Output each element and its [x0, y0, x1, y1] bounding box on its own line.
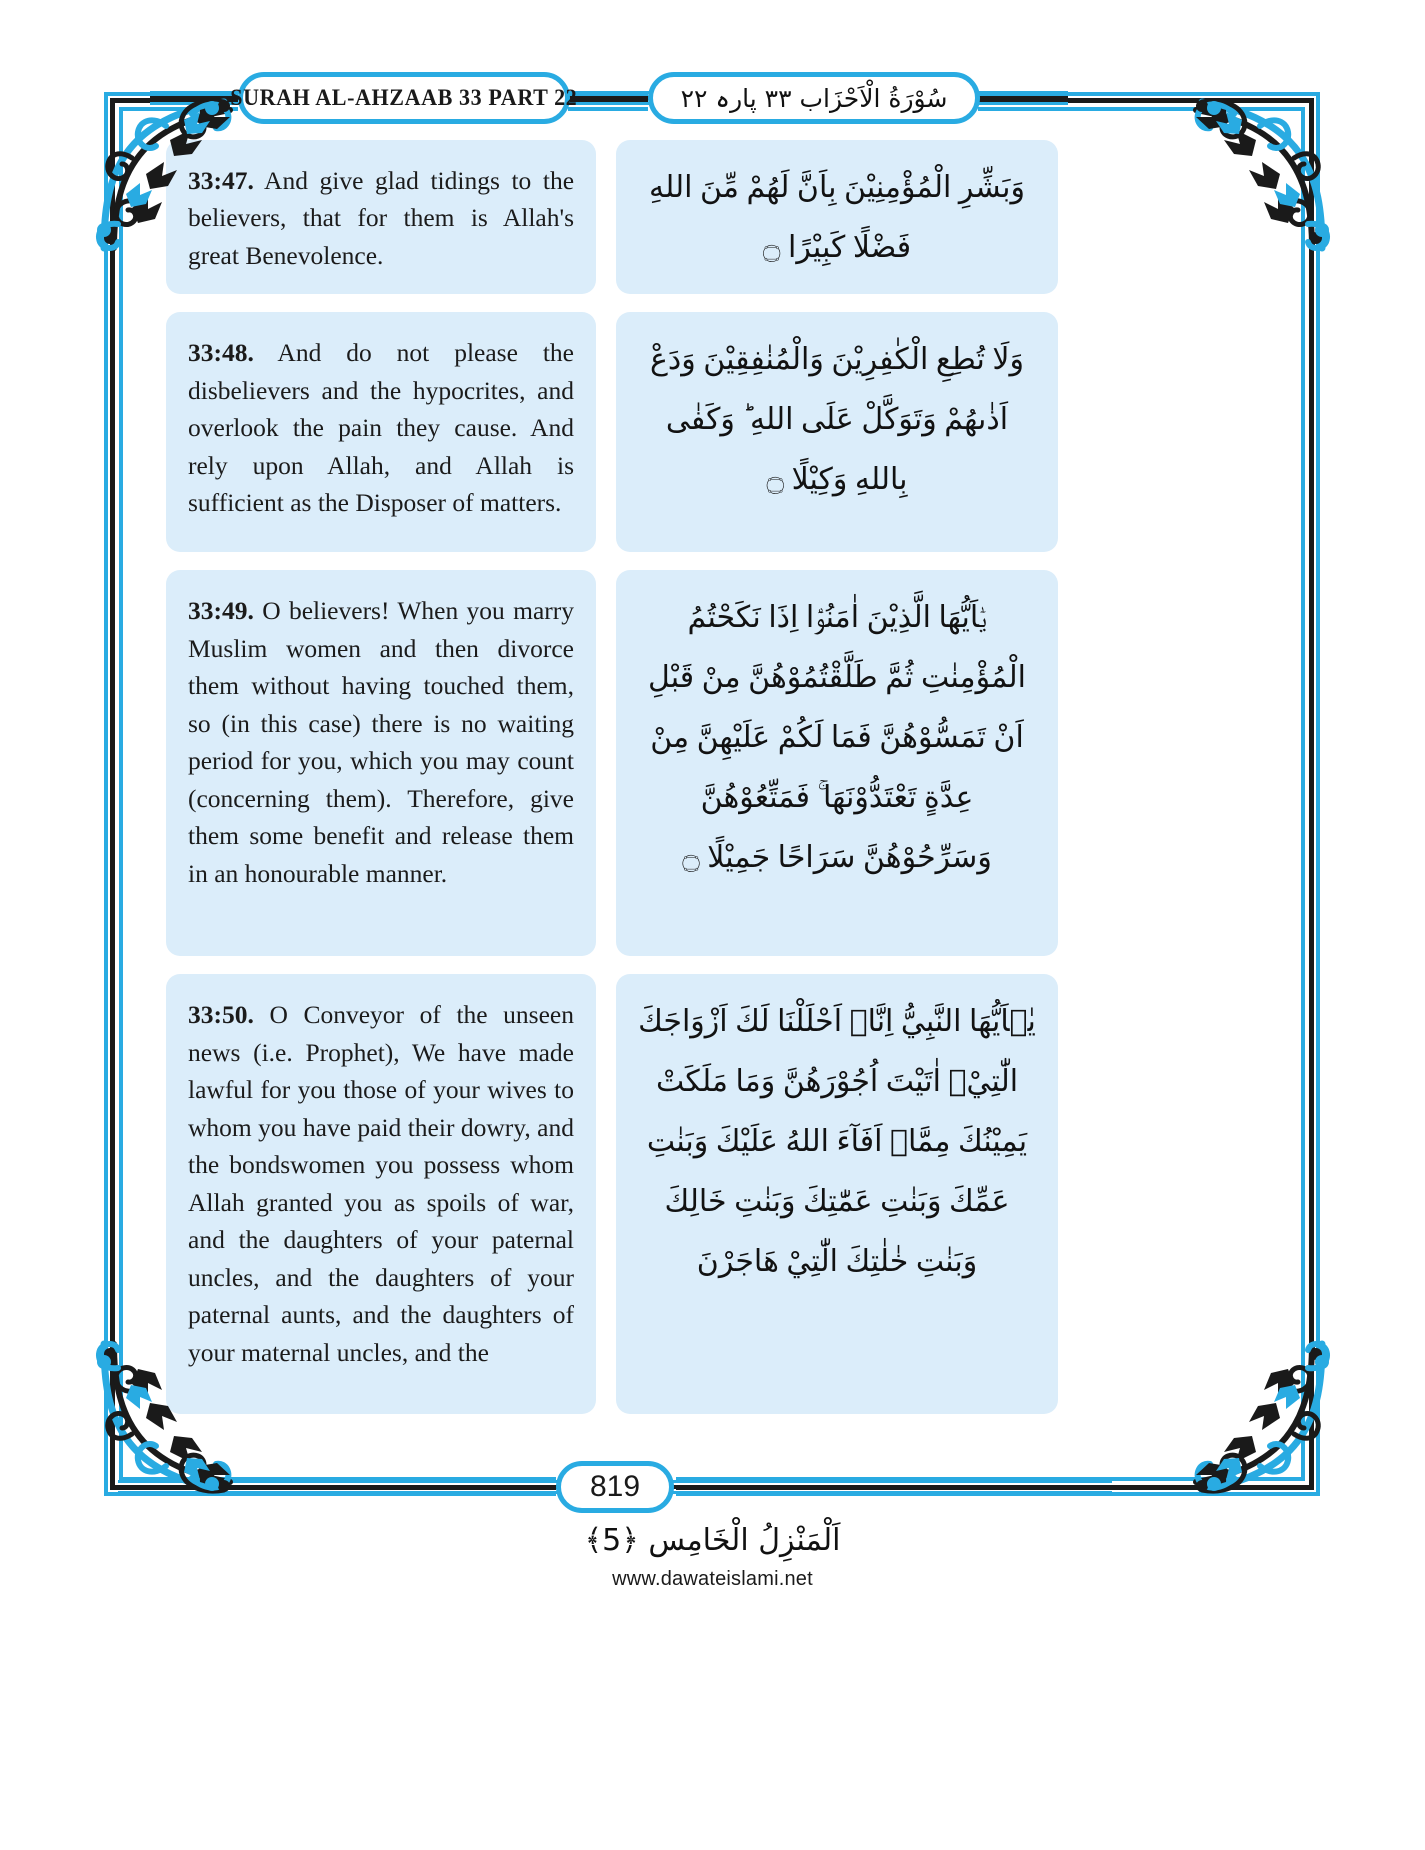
- page-number: 819: [589, 1470, 641, 1503]
- surah-title-arabic: سُوْرَةُ الْاَحْزَاب ٣٣ پارہ ٢٢: [680, 83, 948, 113]
- surah-title-pill-english: [230, 72, 578, 124]
- footer-rule-right: [670, 1480, 1112, 1494]
- verse-translation-text: And give glad tidings to the believers, that for them is Allah's great Benevolence.: [188, 166, 575, 270]
- verse-arabic-cell: يٰۤاَيُّهَا النَّبِيُّ اِنَّاۤ اَحْلَلْنَا لَكَ اَزْوَاجَكَ الّٰتِيْۤ اٰتَيْتَ اُجُوْرَهُنَّ وَمَا مَلَكَتْ يَمِيْنُكَ مِمَّاۤ اَفَآءَ اللهُ عَلَيْكَ وَبَنٰتِ عَمِّكَ وَبَنٰتِ عَمّٰتِكَ وَبَنٰتِ خَالِكَ وَبَنٰتِ خٰلٰتِكَ الّٰتِيْ هَاجَرْنَ: [616, 974, 1058, 1414]
- verse-translation-cell: [166, 570, 596, 956]
- verse-row: [166, 312, 1258, 552]
- verse-arabic-cell: وَلَا تُطِعِ الْكٰفِرِيْنَ وَالْمُنٰفِقِيْنَ وَدَعْ اَذٰىهُمْ وَتَوَكَّلْ عَلَى اللهِ ؕ وَكَفٰى بِاللهِ وَكِيْلًا ۝: [616, 312, 1058, 552]
- verse-translation-text: And do not please the disbelievers and the hypocrites, and overlook the pain they cause. And rely upon Allah, and Allah is sufficient as the Disposer of matters.: [188, 338, 574, 518]
- verse-list: [166, 140, 1258, 1450]
- verse-arabic-cell: يٰۤاَيُّهَا الَّذِيْنَ اٰمَنُوْۤا اِذَا نَكَحْتُمُ الْمُؤْمِنٰتِ ثُمَّ طَلَّقْتُمُوْهُنَّ مِنْ قَبْلِ اَنْ تَمَسُّوْهُنَّ فَمَا لَكُمْ عَلَيْهِنَّ مِنْ عِدَّةٍ تَعْتَدُّوْنَهَا ۚ فَمَتِّعُوْهُنَّ وَسَرِّحُوْهُنَّ سَرَاحًا جَمِيْلًا ۝: [616, 570, 1058, 956]
- surah-title-pill-arabic: [648, 72, 980, 124]
- verse-arabic-cell: وَبَشِّرِ الْمُؤْمِنِيْنَ بِاَنَّ لَهُمْ مِّنَ اللهِ فَضْلًا كَبِيْرًا ۝: [616, 140, 1058, 294]
- footer-rule-left: [118, 1480, 560, 1494]
- verse-translation-cell: [166, 312, 596, 552]
- verse-translation-cell: [166, 974, 596, 1414]
- verse-number: 33:47.: [188, 166, 254, 195]
- footer-caption: [0, 1521, 1425, 1591]
- verse-row: [166, 974, 1258, 1414]
- verse-translation-cell: [166, 140, 596, 294]
- surah-title-english: SURAH AL-AHZAAB 33 PART 22: [230, 85, 578, 110]
- header-rule-middle: [566, 91, 652, 105]
- verse-number: 33:49.: [188, 596, 254, 626]
- verse-number: 33:48.: [188, 338, 254, 368]
- page-number-pill: [556, 1461, 674, 1513]
- header-rule-left: [150, 91, 242, 105]
- verse-translation-text: O believers! When you marry Muslim women and then divorce them without having touched them, so (in this case) there is no waiting period for you, which you may count (concerning them). Therefore, give them some benefit and release them in an honourable manner.: [188, 596, 574, 888]
- verse-row: [166, 140, 1258, 294]
- website-label[interactable]: www.dawateislami.net: [612, 1568, 813, 1590]
- verse-row: [166, 570, 1258, 956]
- header-rule-right: [976, 91, 1068, 105]
- verse-translation-text: O Conveyor of the unseen news (i.e. Prophet), We have made lawful for you those of your wives to whom you have paid their dowry, and the bondswomen you possess whom Allah granted you as spoils of war, and the daughters of your paternal uncles, and the daughters of your paternal aunts, and the daughters of your maternal uncles, and the: [188, 1000, 574, 1367]
- manzil-label: اَلْمَنْزِلُ الْخَامِس ﴿5﴾: [584, 1523, 841, 1558]
- verse-number: 33:50.: [188, 1000, 254, 1030]
